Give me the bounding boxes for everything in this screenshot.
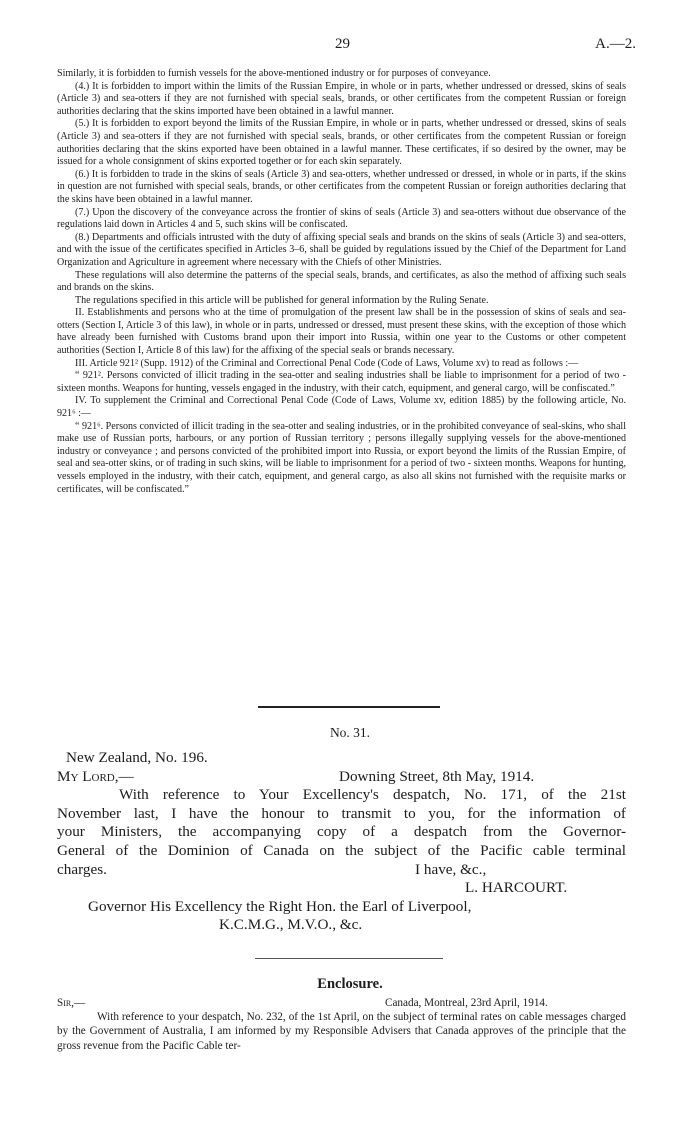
paragraph: (6.) It is forbidden to trade in the skins of seals (Article 3) and sea-otters, whether undressed or dressed, in whole or in parts, if the skins in question are not furnished with special seals, brands, or other certificates from the competent Russian or foreign authorities declaring that the skins have been obtained in a lawful manner. bbox=[57, 168, 626, 205]
paragraph: (5.) It is forbidden to export beyond the limits of the Russian Empire, in whole or in parts, whether undressed or dressed, skins of seals (Article 3) and sea-otters if they are not furnished with special seals, brands, or other certificates from the competent Russian or foreign authorities declaring that the skins exported have been obtained in a lawful manner. These certificates, if so desired by the owner, may be issued for a whole consignment of skins exported together or for each skin separately. bbox=[57, 118, 626, 168]
paragraph: “ 921². Persons convicted of illicit trading in the sea-otter and sealing industries shall be liable to imprisonment for a period of two - sixteen months. Weapons for hunting, vessels engaged in the industry, with their catch, equipment, and general cargo, will be confiscated.” bbox=[57, 370, 626, 394]
paragraph: (7.) Upon the discovery of the conveyance across the frontier of skins of seals (Article 3) and sea-otters without due observance of the regulations laid down in Articles 4 and 5, such skins will be confiscated. bbox=[57, 206, 626, 231]
letter-number-heading: No. 31. bbox=[329, 725, 371, 740]
paragraph: The regulations specified in this article will be published for general information by the Ruling Senate. bbox=[75, 294, 489, 306]
paragraph: IV. To supplement the Criminal and Correctional Penal Code (Code of Laws, Volume xv, edition 1885) by the following article, No. 921⁶ :— bbox=[57, 395, 626, 420]
letter bbox=[57, 749, 626, 935]
section-divider bbox=[258, 706, 440, 708]
letter-place-date: Downing Street, 8th May, 1914. bbox=[339, 767, 535, 785]
document-reference: A.—2. bbox=[595, 36, 636, 52]
enclosure-salutation: Sir,— bbox=[57, 997, 86, 1009]
letter-body-line: General of the Dominion of Canada on the subject of the Pacific cable terminal bbox=[57, 841, 626, 859]
section-divider bbox=[255, 958, 443, 959]
enclosure-body: With reference to your despatch, No. 232, of the 1st April, on the subject of terminal rates on cable messages charged by the Government of Australia, I am informed by my Responsible Advisers that Canada approves of the principle that the gross revenue from the Pacific Cable ter- bbox=[57, 1011, 626, 1052]
page-number: 29 bbox=[335, 36, 350, 52]
letter-addressee-honours: K.C.M.G., M.V.O., &c. bbox=[219, 916, 363, 934]
paragraph: (8.) Departments and officials intrusted with the duty of affixing special seals and brands on the skins of seals (Article 3) and sea-otters, and with the issue of the certificates specified in Articles 3–6, shall be guided by regulations issued by the Chief of the Department for Land Organization and Agriculture in agreement where necessary with the Chiefs of other Ministries. bbox=[57, 231, 626, 268]
paragraph: “ 921⁶. Persons convicted of illicit trading in the sea-otter and sealing industries, or in the prohibited conveyance of seal-skins, who shall make use of Russian ports, harbours, or any portion of Russian territory ; persons illegally supplying vessels for the above-mentioned industry or conveyance ; and persons convicted of the prohibited import into Russia, or export beyond the limits of the Russian Empire, of seal and sea-otter skins, or of trading in such skins, will be liable to imprisonment for a period of two - sixteen months. Weapons for hunting, vessels employed in the industry, with their catch, equipment, and general cargo, as also all skins not furnished with the requisite marks or certificates, will be confiscated.” bbox=[57, 420, 626, 495]
paragraph: II. Establishments and persons who at the time of promulgation of the present law shall be in the possession of skins of seals and sea-otters (Section I, Article 3 of this law), in whole or in parts, undressed or dressed, must present these skins, with the exception of those which have already been furnished with Customs brand upon their import into Russia, within one year to the Customs or other competent authorities (Section I, Article 8 of this law) for the affixing of the special seals or brands necessary. bbox=[57, 307, 626, 357]
paragraph: III. Article 921² (Supp. 1912) of the Criminal and Correctional Penal Code (Code of Laws, Volume xv) to read as follows :— bbox=[75, 357, 579, 369]
letter-addressee: Governor His Excellency the Right Hon. the Earl of Liverpool, bbox=[88, 897, 472, 915]
paragraph: (4.) It is forbidden to import within the limits of the Russian Empire, in whole or in parts, whether undressed or dressed, skins of seals (Article 3) and sea-otters if they are not furnished with special seals, brands, or other certificates from the competent Russian or foreign authorities declaring that the skins imported have been obtained in a lawful manner. bbox=[57, 80, 626, 117]
letter-signature: L. HARCOURT. bbox=[465, 879, 568, 897]
paragraph: Similarly, it is forbidden to furnish vessels for the above-mentioned industry or for purposes of conveyance. bbox=[57, 68, 491, 79]
enclosure-heading: Enclosure. bbox=[317, 976, 383, 992]
letter-body-line: With reference to Your Excellency's despatch, No. 171, of the 21st bbox=[119, 786, 626, 804]
statute-text bbox=[57, 68, 626, 496]
paragraph: These regulations will also determine the patterns of the special seals, brands, and certificates, as also the method of affixing such seals and brands on the skins. bbox=[57, 269, 626, 294]
letter-closing: I have, &c., bbox=[415, 860, 487, 878]
letter-series: New Zealand, No. 196. bbox=[66, 749, 208, 766]
letter-salutation: My Lord,— bbox=[57, 767, 134, 785]
letter-body-line: November last, I have the honour to transmit to you, for the information of bbox=[57, 804, 626, 822]
enclosure bbox=[57, 996, 626, 1053]
letter-body-line: your Ministers, the accompanying copy of a despatch from the Governor- bbox=[57, 823, 626, 841]
enclosure-place-date: Canada, Montreal, 23rd April, 1914. bbox=[385, 997, 548, 1009]
letter-last-line: charges. bbox=[57, 860, 107, 878]
